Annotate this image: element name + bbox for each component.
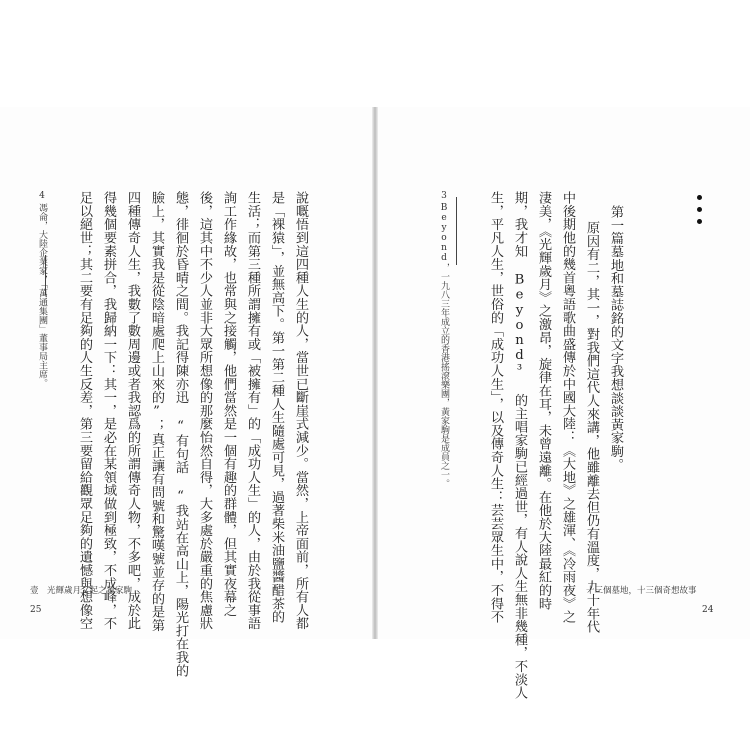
text-column: 中後期他的幾首粵語歌曲盛傳於中國大陸：《大地》之雄渾、《冷雨夜》之	[560, 191, 575, 624]
text-column: 淒美，《光輝歲月》之激昂，旋律在耳，未曾遠離。在他於大陸最紅的時	[536, 191, 551, 610]
text-column: 原因有二，其一，對我們這代人來講，他雖離去但仍有溫度，九十年代	[584, 221, 599, 634]
text-column: 態，徘徊於昏晴之間。我記得陳亦迅 “有句話 “我站在高山上，陽光打在我的	[173, 191, 188, 677]
ornament-dot-icon	[697, 219, 702, 224]
footnote-rule	[456, 197, 457, 265]
ornament-dot-icon	[697, 207, 702, 212]
text-column: 生活；而第三種所謂擁有或「被擁有」的「成功人生」的人，由於我從事語	[245, 191, 260, 630]
text-column: 說嘅悟到這四種人生的人，當世已斷崖式減少。當然，上帝面前，所有人都	[293, 191, 308, 630]
ornament-dot-icon	[697, 195, 702, 200]
section-heading-text: 第一篇墓地和墓誌銘的文字我想談談黃家駒。	[608, 205, 623, 471]
footnote-text: Beyond，一九八三年成立的香港搖滾樂團，黃家駒是成員之一。	[439, 203, 449, 488]
text-column: 是「裸猿」，並無高下。第一第二種人生隨處可見，過著柴米油鹽醬醋茶的	[269, 191, 284, 624]
page-number: 25	[30, 605, 42, 615]
text-column: 足以絕世；其二要有足夠的人生反差，第三要留給觀眾足夠的遺憾與想像空	[77, 191, 92, 630]
running-head: 壹 光輝歲月又起之黃家駒	[30, 586, 133, 596]
text-column: 詢工作緣故，也常與之接觸，他們當然是一個有趣的群體，但其實夜幕之	[221, 191, 236, 617]
page-number: 24	[702, 605, 714, 615]
footnote-number: 4	[37, 191, 47, 201]
text-column: 期，我才知 Beyond³ 的主唱家駒已經過世，有人說人生無非幾種，不淡人	[512, 191, 527, 700]
text-column: 後，這其中不少人並非大眾所想像的那麼怡然自得，大多處於嚴重的焦慮狀	[197, 191, 212, 630]
book-spread	[0, 107, 750, 700]
text-column: 生，平凡人生，世俗的「成功人生」，以及傳奇人生：芸芸眾生中，不得不	[488, 191, 503, 624]
text-column: 臉上，其實我是從陰暗處爬上山來的”；真正讓有問號和驚嘆號並存的是第	[149, 191, 164, 632]
running-head: 十三個墓地，十三個奇想故事	[586, 586, 697, 596]
footnote-text: 馮侖，大陸企業家，「萬通集團」董事局主席。	[37, 203, 47, 388]
left-page	[0, 107, 372, 677]
right-page	[378, 107, 750, 700]
text-column: 四種傳奇人生，我數了數周邊或者我認爲的所謂傳奇人物，不多吧，成於此	[125, 191, 140, 630]
text-column: 得幾個要素拼合，我歸納一下：其一，是必在某領域做到極致，不成峰，不	[101, 191, 116, 630]
footnote-number: 3	[439, 191, 449, 201]
